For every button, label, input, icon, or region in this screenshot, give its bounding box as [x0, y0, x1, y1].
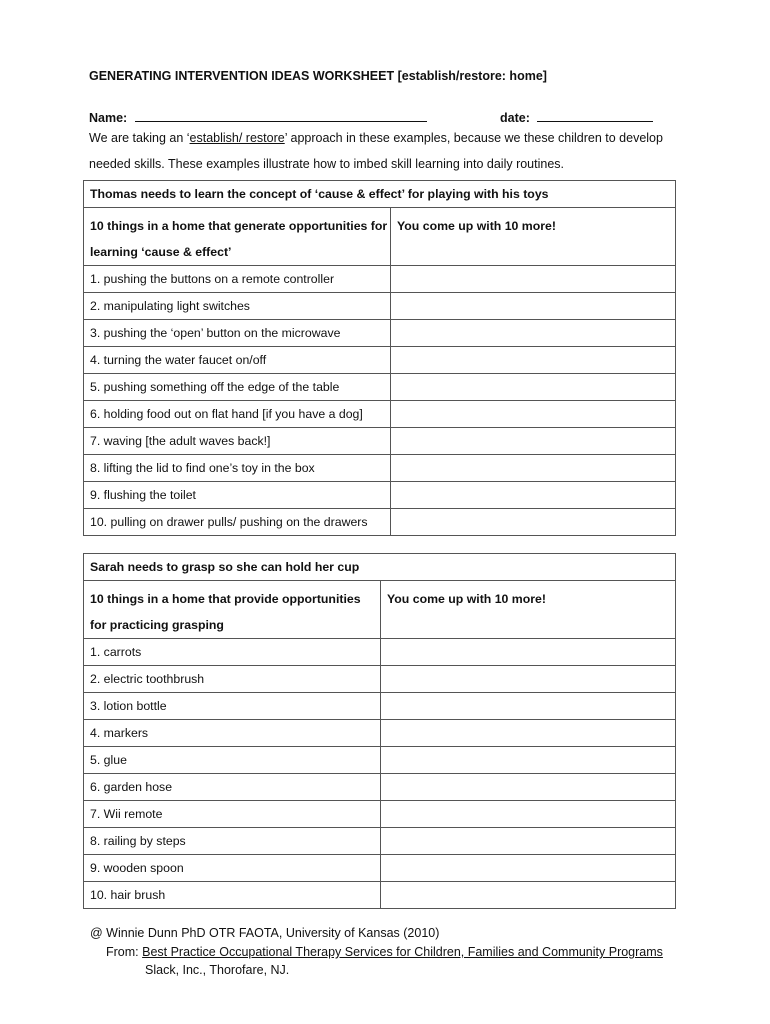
your-idea-cell[interactable]: [391, 482, 676, 509]
example-item: 9. wooden spoon: [84, 855, 381, 882]
table-heading: Sarah needs to grasp so she can hold her cup: [84, 554, 676, 581]
your-idea-cell[interactable]: [391, 374, 676, 401]
your-idea-cell[interactable]: [381, 747, 676, 774]
example-item: 6. garden hose: [84, 774, 381, 801]
your-idea-cell[interactable]: [381, 693, 676, 720]
your-idea-cell[interactable]: [381, 882, 676, 909]
table-row: [84, 693, 676, 720]
table-row: [84, 666, 676, 693]
intro-pre: We are taking an ‘: [89, 131, 190, 145]
table-row: [84, 455, 676, 482]
date-label: date:: [500, 111, 530, 125]
table-row: [84, 639, 676, 666]
table-row: [84, 828, 676, 855]
your-idea-cell[interactable]: [381, 855, 676, 882]
name-blank[interactable]: [135, 109, 427, 122]
table-row: [84, 720, 676, 747]
intro-line-1: [89, 131, 663, 145]
your-idea-cell[interactable]: [391, 266, 676, 293]
example-item: 5. glue: [84, 747, 381, 774]
from-label: From:: [106, 945, 143, 959]
your-idea-cell[interactable]: [391, 428, 676, 455]
name-label: Name:: [89, 111, 128, 125]
intro-approach: establish/ restore: [189, 131, 285, 145]
table-row: [84, 774, 676, 801]
intro-line-2: needed skills. These examples illustrate how to imbed skill learning into daily routines.: [89, 157, 565, 171]
example-item: 8. railing by steps: [84, 828, 381, 855]
table-row: [84, 266, 676, 293]
example-item: 3. lotion bottle: [84, 693, 381, 720]
book-title: Best Practice Occupational Therapy Services for Children, Families and Community Programs: [142, 945, 663, 959]
your-idea-cell[interactable]: [391, 320, 676, 347]
your-idea-cell[interactable]: [381, 666, 676, 693]
column-header-your-ideas: You come up with 10 more!: [381, 581, 676, 639]
table-row: [84, 801, 676, 828]
example-item: 7. waving [the adult waves back!]: [84, 428, 391, 455]
table-row: [84, 509, 676, 536]
example-item: 4. markers: [84, 720, 381, 747]
table-heading: Thomas needs to learn the concept of ‘cause & effect’ for playing with his toys: [84, 181, 676, 208]
example-item: 10. hair brush: [84, 882, 381, 909]
your-idea-cell[interactable]: [391, 509, 676, 536]
example-item: 5. pushing something off the edge of the table: [84, 374, 391, 401]
example-item: 8. lifting the lid to find one’s toy in the box: [84, 455, 391, 482]
your-idea-cell[interactable]: [381, 639, 676, 666]
example-item: 9. flushing the toilet: [84, 482, 391, 509]
example-item: 1. carrots: [84, 639, 381, 666]
source-citation: [106, 945, 663, 959]
your-idea-cell[interactable]: [391, 293, 676, 320]
your-idea-cell[interactable]: [391, 347, 676, 374]
example-item: 1. pushing the buttons on a remote controller: [84, 266, 391, 293]
your-idea-cell[interactable]: [381, 774, 676, 801]
your-idea-cell[interactable]: [391, 455, 676, 482]
column-header-examples: 10 things in a home that provide opportunities for practicing grasping: [84, 581, 381, 639]
your-idea-cell[interactable]: [381, 801, 676, 828]
table-row: [84, 747, 676, 774]
example-item: 10. pulling on drawer pulls/ pushing on the drawers: [84, 509, 391, 536]
date-field[interactable]: [500, 109, 653, 125]
table-thomas: [83, 180, 676, 536]
table-row: [84, 855, 676, 882]
table-sarah: [83, 553, 676, 909]
table-row: [84, 293, 676, 320]
date-blank[interactable]: [537, 109, 653, 122]
intro-post: ’ approach in these examples, because we these children to develop: [284, 131, 663, 145]
example-item: 2. manipulating light switches: [84, 293, 391, 320]
example-item: 6. holding food out on flat hand [if you have a dog]: [84, 401, 391, 428]
column-header-your-ideas: You come up with 10 more!: [391, 208, 676, 266]
column-header-examples: 10 things in a home that generate opportunities for learning ‘cause & effect’: [84, 208, 391, 266]
name-field[interactable]: [89, 109, 427, 125]
table-row: [84, 374, 676, 401]
your-idea-cell[interactable]: [391, 401, 676, 428]
example-item: 3. pushing the ‘open’ button on the microwave: [84, 320, 391, 347]
table-row: [84, 347, 676, 374]
example-item: 7. Wii remote: [84, 801, 381, 828]
example-item: 2. electric toothbrush: [84, 666, 381, 693]
table-row: [84, 882, 676, 909]
copyright-credit: @ Winnie Dunn PhD OTR FAOTA, University of Kansas (2010): [90, 926, 440, 940]
table-row: [84, 401, 676, 428]
table-row: [84, 320, 676, 347]
your-idea-cell[interactable]: [381, 828, 676, 855]
table-row: [84, 482, 676, 509]
example-item: 4. turning the water faucet on/off: [84, 347, 391, 374]
your-idea-cell[interactable]: [381, 720, 676, 747]
worksheet-title: GENERATING INTERVENTION IDEAS WORKSHEET [establish/restore: home]: [89, 69, 547, 83]
table-row: [84, 428, 676, 455]
publisher: Slack, Inc., Thorofare, NJ.: [145, 963, 290, 977]
